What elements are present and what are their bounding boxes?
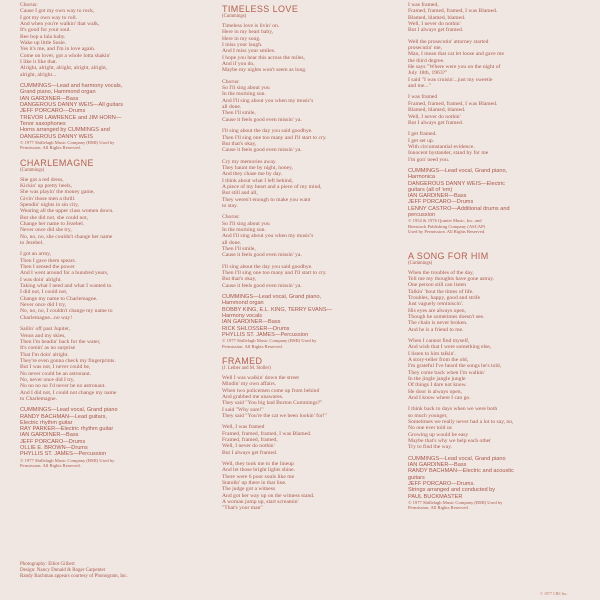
text-line: I like it like that. — [20, 59, 58, 66]
text-line: Well, I never do nothin' — [222, 443, 275, 450]
text-line: He says "Where were you on the night of — [408, 64, 501, 71]
text-line: Maybe my nights won't seem as long. — [222, 67, 307, 74]
text-line: I'm grateful I've heard the songs he's told, — [408, 363, 502, 370]
text-line: "That's your man" — [222, 505, 263, 512]
text-line: With circumstantial evidence. — [408, 143, 475, 150]
text-line: OLLIE E. BROWN—Drums — [20, 445, 88, 452]
text-line: No, never once did I try, — [20, 376, 75, 383]
verse — [20, 326, 198, 402]
text-line: Never once did I try, — [20, 302, 67, 309]
verse — [222, 159, 400, 210]
song-title-timeless-love: TIMELESS LOVE — [222, 4, 299, 14]
text-line: I said "Why sure!" — [222, 406, 264, 413]
text-line: Well, I was framed — [222, 424, 265, 431]
text-line: I said "I was cruisin'...just my sweetie — [408, 76, 493, 83]
text-line: JEFF PORCARO—Drums. — [408, 480, 475, 487]
text-line: No one ever told us — [408, 425, 452, 432]
text-line: And when you're walkin' that walk, — [20, 21, 100, 28]
text-line: Change her name to Jezebel. — [20, 221, 85, 228]
text-line: They come back when I'm walkin' — [408, 369, 485, 376]
text-line: One person still can listen — [408, 282, 467, 289]
text-line: A woman jump up, start screamin' — [222, 499, 299, 506]
text-line: They're even gonna check my fingerprints. — [20, 357, 116, 364]
text-line: She was playin' the money game, — [20, 189, 95, 196]
text-line: And I know where I can go. — [408, 395, 471, 402]
text-line: Wake up little Susie. — [20, 40, 67, 47]
text-line: prosecutin' me, — [408, 45, 442, 52]
text-line: DANGEROUS DANNY WEIS—All guitars — [20, 102, 124, 109]
musician-credits — [408, 168, 586, 218]
song-title-framed: FRAMED — [222, 355, 263, 366]
text-line: Man, I mean that cat let loose and gave me — [408, 51, 504, 58]
verse — [408, 338, 586, 401]
text-line: Design: Nancy Donald & Roger Carpenter — [20, 568, 106, 573]
column-middle — [222, 2, 400, 512]
text-line: It's comin' as no surprise — [20, 345, 76, 352]
text-line: Alright, alright, alright, alright, alright, — [20, 65, 108, 72]
text-line: In the morning sun. — [222, 91, 266, 98]
chorus-label: Chorus: — [222, 214, 240, 221]
text-line: Harmony vocals — [222, 312, 263, 319]
songwriter: (Cummings) — [222, 14, 247, 19]
text-line: PAUL BUCKMASTER — [408, 493, 463, 500]
text-line: July 18th, 1963?" — [408, 70, 448, 77]
text-line: Wearing all the upper class women down. — [20, 208, 114, 215]
text-line: No, no, no, I couldn't change my name to — [20, 308, 113, 315]
verse — [408, 39, 586, 90]
song-title-a-song-for-him: A SONG FOR HIM — [408, 250, 489, 261]
text-line: Standin' up there in that line. — [222, 480, 287, 487]
copyright-notice — [222, 338, 400, 349]
text-line: Sometimes we really never had a lot to say, no, — [408, 419, 514, 426]
text-line: But that's okay, — [222, 140, 257, 147]
text-line: © 1977 Shillelagh Music Company (BMI) Used by — [20, 139, 115, 145]
text-line: RANDY BACHMAN—Lead guitars, — [20, 413, 107, 420]
text-line: IAN GARDINER—Bass — [20, 432, 79, 439]
text-line: When I cannot find myself, — [408, 337, 470, 344]
text-line: Cause it feels good even missin' ya. — [222, 252, 302, 259]
text-line: He door is always open, — [408, 388, 462, 395]
copyright-notice — [20, 140, 198, 151]
text-line: Well I was walkin' down the street — [222, 374, 299, 381]
text-line: percussion — [408, 211, 436, 218]
text-line: They said "You're the cat we been lookin' for!" — [222, 413, 327, 420]
text-line: They haunt me by night, honey, — [222, 164, 293, 171]
text-line: RANDY BACHMAN—Electric and acoustic — [408, 468, 514, 475]
text-line: Just vaguely reminiscin'. — [408, 301, 464, 308]
text-line: And he is a friend to me. — [408, 326, 464, 333]
text-line: TREVOR LAWRENCE and JIM HORN— — [20, 114, 122, 121]
text-line: CUMMINGS—Lead and harmony vocals, — [20, 83, 123, 90]
text-line: IAN GARDINER—Bass — [20, 95, 79, 102]
text-line: Permission. All Rights Reserved. — [408, 505, 469, 511]
text-line: So I'll sing about you — [222, 220, 270, 227]
songwriter: (Cummings) — [20, 167, 45, 173]
text-line: LENNY CASTRO—Additional drums and — [408, 205, 510, 212]
text-line: Of things I dare not know. — [408, 382, 467, 389]
text-line: Then I'll sing one too many and I'll start to cry. — [222, 134, 327, 141]
text-line: Grand piano, Hammond organ — [20, 89, 96, 96]
text-line: Cry my memories away. — [222, 158, 277, 165]
text-line: No, no, no, she couldn't change her name — [20, 233, 113, 240]
text-line: © 1954 & 1976 Quintet Music, Inc. and — [408, 218, 482, 224]
verse — [408, 406, 586, 450]
text-line: Never once did she try, — [20, 227, 72, 234]
text-line: to Jezebel. — [20, 240, 44, 247]
text-line: Maybe that's why we help each other — [408, 438, 492, 445]
text-line: And got her way up on the witness stand. — [222, 492, 315, 499]
text-line: There were 6 poor souls like me — [222, 473, 295, 480]
chorus-label: Chorus: — [20, 2, 38, 8]
verse — [222, 424, 400, 456]
text-line: Troubles, happy, good and strife — [408, 294, 481, 301]
text-line: And grabbed me unawares. — [222, 393, 284, 400]
column-right — [408, 2, 586, 511]
text-line: BOBBY KING, E.L. KING, TERRY EVANS— — [222, 306, 333, 313]
text-line: And I'll sing about you when my music's — [222, 233, 314, 240]
text-line: I'll sing about the day you said goodbye. — [222, 128, 313, 135]
verse — [408, 131, 586, 163]
text-line: Taking what I need and what I wanted to. — [20, 283, 113, 290]
text-line: I was doin' alright. — [20, 276, 62, 283]
text-line: IAN GARDINER—Bass — [408, 462, 467, 469]
text-line: And I did not, I could not change my name — [20, 389, 117, 396]
text-line: I got my own way to roll. — [20, 14, 78, 21]
text-line: DANGEROUS DANNY WEIS — [20, 133, 93, 140]
verse — [20, 251, 198, 321]
text-line: No never could be an astronaut. — [20, 370, 92, 377]
text-line: IAN GARDINER—Bass — [222, 319, 281, 326]
text-line: Randy Bachman appears courtesy of Phonogram, Inc. — [20, 574, 128, 579]
text-line: I was framed, — [408, 2, 439, 8]
text-line: Framed, framed, framed, I was Blamed. — [222, 430, 312, 437]
text-line: so much younger, — [408, 412, 448, 419]
text-line: The chain is never broken. — [408, 320, 468, 327]
text-line: Permission. All Rights Reserved. — [222, 343, 283, 349]
text-line: PHYLLIS ST. JAMES—Percussion — [20, 451, 107, 458]
verse — [222, 461, 400, 512]
text-line: And they chase me by day. — [222, 171, 283, 178]
text-line: And if you do, — [222, 61, 255, 68]
text-line: I miss your laugh. — [222, 42, 263, 49]
text-line: RAY PARKER—Electric rhythm guitar — [20, 426, 114, 433]
text-line: CUMMINGS—Lead vocal, Grand piano — [20, 407, 118, 414]
text-line: © 1977 Shillelagh Music Company (BMI) Used by — [20, 457, 115, 463]
text-line: Timeless love is livin' on. — [222, 23, 280, 29]
text-line: RICK SHLOSSER—Drums — [222, 325, 290, 332]
text-line: I get set up. — [408, 137, 435, 144]
text-line: In the jingle jangle jungle — [408, 376, 466, 382]
songwriter: (J. Leiber and M. Stoller) — [222, 365, 271, 371]
column-left — [20, 2, 198, 468]
chorus-lines — [20, 8, 198, 78]
text-line: Sailin' off past Jupiter, — [20, 326, 71, 333]
text-line: Mindin' my own affairs. — [222, 381, 277, 388]
text-line: CUMMINGS—Lead vocal, Grand piano, — [408, 167, 508, 174]
text-line: Hammond organ — [222, 300, 264, 307]
text-line: And wish that I were something else, — [408, 344, 492, 351]
text-line: Photography: Elliot Gilbert — [20, 562, 75, 567]
copyright-notice — [408, 500, 586, 511]
text-line: I got an army, — [20, 251, 52, 258]
text-line: Bee bop a lula baby. — [20, 33, 66, 40]
text-line: Then I gave them spears. — [20, 257, 77, 264]
text-line: I was framed — [408, 94, 438, 101]
text-line: PHYLLIS ST. JAMES—Percussion — [222, 331, 309, 338]
text-line: Then I'll sing one too many and I'll start to cry. — [222, 270, 327, 277]
text-line: CUMMINGS—Lead vocal, Grand piano, — [222, 294, 322, 301]
text-line: Then I'm headin' back for the water, — [20, 338, 101, 345]
text-line: So I'll sing about you — [222, 85, 270, 92]
text-line: Permission. All Rights Reserved. — [20, 145, 81, 151]
text-line: Horns arranged by CUMMINGS and — [20, 127, 110, 134]
text-line: A piece of my heart and a piece of my mind, — [222, 183, 322, 190]
text-line: to Charlemagne. — [20, 395, 57, 402]
text-line: Framed, framed, framed, I was Blamed. — [408, 100, 498, 107]
text-line: Spendin' nights in sin city, — [20, 201, 79, 208]
text-line: Well the prosecutin' attorney started — [408, 38, 489, 45]
text-line: Here in my song. — [222, 35, 261, 42]
text-line: Framed, framed, framed, — [222, 437, 278, 444]
text-line: Kickin' up pretty heels, — [20, 182, 72, 189]
text-line: And I miss your smiles. — [222, 48, 276, 55]
chorus-label: Chorus: — [222, 78, 240, 85]
text-line: Givin' those men a thrill. — [20, 195, 76, 202]
text-line: JEFF PORCARO—Drums — [20, 108, 86, 115]
text-line: © 1977 Shillelagh Music Company (BMI) Used by — [408, 499, 503, 505]
text-line: Strings arranged and conducted by — [408, 487, 496, 494]
text-line: And I'll sing about you when my music's — [222, 97, 314, 104]
text-line: No no no no I'd never be no astronaut. — [20, 383, 106, 390]
text-line: and me..." — [408, 83, 431, 90]
text-line: guitars — [408, 474, 425, 481]
text-line: JEFF PORCARO—Drums — [20, 438, 86, 445]
text-line: Well, I never do nothin' — [408, 21, 461, 28]
text-line: I'll sing about the day you said goodbye. — [222, 263, 313, 270]
text-line: But that's okay, — [222, 276, 257, 283]
text-line: They said "You big bad Burton Cummings?" — [222, 400, 323, 407]
verse — [222, 128, 400, 153]
text-line: That I'm doin' alright. — [20, 351, 69, 358]
text-line: Well, I never do nothin' — [408, 113, 461, 120]
text-line: When the troubles of the day, — [408, 269, 474, 276]
text-line: But I always get framed. — [408, 27, 464, 34]
text-line: When two policemen come up from behind — [222, 387, 320, 394]
text-line: guitars (all of 'em) — [408, 186, 453, 193]
text-line: But I always get framed. — [408, 119, 464, 126]
text-line: Try to find the way. — [408, 444, 453, 451]
catalog-notice: © 1977 CBS Inc. — [540, 591, 568, 596]
text-line: the third degree. — [408, 57, 445, 64]
text-line: IAN GARDINER—Bass — [408, 193, 467, 200]
text-line: Framed, framed, framed, I was Blamed. — [408, 8, 498, 15]
text-line: CUMMINGS—Lead vocal, Grand piano — [408, 455, 506, 462]
text-line: But still and all, — [222, 190, 258, 197]
musician-credits — [20, 407, 198, 457]
text-line: alright, alright... — [20, 71, 57, 78]
text-line: I hope you hear this across the miles, — [222, 54, 305, 61]
text-line: Tell me my thoughts have gone astray. — [408, 275, 495, 282]
text-line: Growing up would be easy — [408, 431, 469, 438]
text-line: I'm gon' need you. — [408, 156, 450, 163]
text-line: Harmonica — [408, 174, 436, 181]
text-line: A story-teller from the old, — [408, 356, 469, 363]
text-line: Venus and my skies, — [20, 332, 66, 339]
text-line: DANGEROUS DANNY WEIS—Electric — [408, 180, 505, 187]
text-line: Though he sometimes doesn't see. — [408, 313, 485, 320]
chorus-lines — [222, 85, 400, 123]
chorus-lines — [222, 221, 400, 259]
text-line: The judge got a witness — [222, 486, 276, 493]
text-line: Then I'll smile, — [222, 110, 256, 117]
text-line: I think about what I left behind, — [222, 177, 293, 184]
verse — [222, 23, 400, 74]
song-title-charlemagne: CHARLEMAGNE — [20, 157, 94, 168]
text-line: I get framed. — [408, 131, 437, 138]
text-line: Cause it feels good even missin' ya. — [222, 116, 302, 123]
text-line: Cause I got my own way to rock, — [20, 8, 95, 15]
text-line: all done. — [222, 104, 242, 111]
text-line: Permission. All Rights Reserved. — [20, 463, 81, 469]
text-line: And I went around for a hundred years, — [20, 270, 109, 277]
songwriter: (Cummings) — [408, 260, 433, 266]
text-line: © 1977 Shillelagh Music Company (BMI) Used by — [222, 338, 317, 344]
text-line: to stay. — [222, 202, 238, 209]
text-line: Then I'll smile, — [222, 246, 256, 252]
text-line: Then I sensed the power — [20, 264, 75, 271]
text-line: She got a red dress, — [20, 176, 64, 183]
text-line: Well, they took me to the lineup — [222, 461, 294, 468]
text-line: In the morning sun. — [222, 226, 266, 233]
text-line: They weren't enough to make you want — [222, 196, 311, 203]
text-line: It's good for your soul. — [20, 27, 71, 34]
text-line: But she did not, she could not, — [20, 214, 89, 221]
text-line: JEFF PORCARO—Drums — [408, 199, 474, 206]
text-line: But I always get framed. — [222, 449, 278, 456]
text-line: Electric rhythm guitar — [20, 419, 73, 426]
text-line: Yes it's me, and I'm in love again. — [20, 46, 96, 53]
text-line: I did not, I could not, — [20, 289, 68, 296]
text-line: Blamed, blamed, blamed. — [408, 14, 466, 21]
text-line: Come on lover, got a whole lotta shakin' — [20, 52, 111, 59]
verse — [222, 375, 400, 419]
musician-credits — [20, 83, 198, 140]
text-line: all done. — [222, 239, 242, 246]
text-line: Cause it feels good even missin' ya. — [222, 147, 302, 154]
verse — [20, 177, 198, 247]
text-line: Here in my heart baby, — [222, 29, 274, 36]
musician-credits — [222, 294, 400, 338]
text-line: Cause it feels good even missin' ya. — [222, 282, 302, 289]
text-line: His eyes are always open, — [408, 307, 466, 314]
text-line: Innocent bystander, stand by for me — [408, 150, 489, 157]
text-line: I listen to him talkin'. — [408, 350, 456, 357]
text-line: Tenor saxophones — [20, 120, 66, 127]
text-line: Charlemagne...no way! — [20, 314, 73, 321]
verse — [222, 264, 400, 289]
text-line: Blamed, blamed, blamed. — [408, 107, 466, 114]
text-line: But I was not, I never could be, — [20, 364, 91, 371]
text-line: Talkin' 'bout the times of life. — [408, 288, 474, 295]
verse — [408, 2, 586, 34]
text-line: Change my name to Charlemagne. — [20, 295, 98, 302]
copyright-notice — [20, 458, 198, 469]
verse — [408, 270, 586, 333]
text-line: I think back to days when we were both — [408, 406, 498, 413]
copyright-notice — [408, 218, 586, 234]
text-line: Used by Permission. All Rights Reserved. — [408, 229, 486, 235]
album-credits — [20, 562, 220, 580]
text-line: And let those bright lights shine. — [222, 467, 296, 474]
musician-credits — [408, 456, 586, 500]
text-line: Bienstock Publishing Company (ASCAP) — [408, 223, 486, 229]
verse — [408, 94, 586, 126]
